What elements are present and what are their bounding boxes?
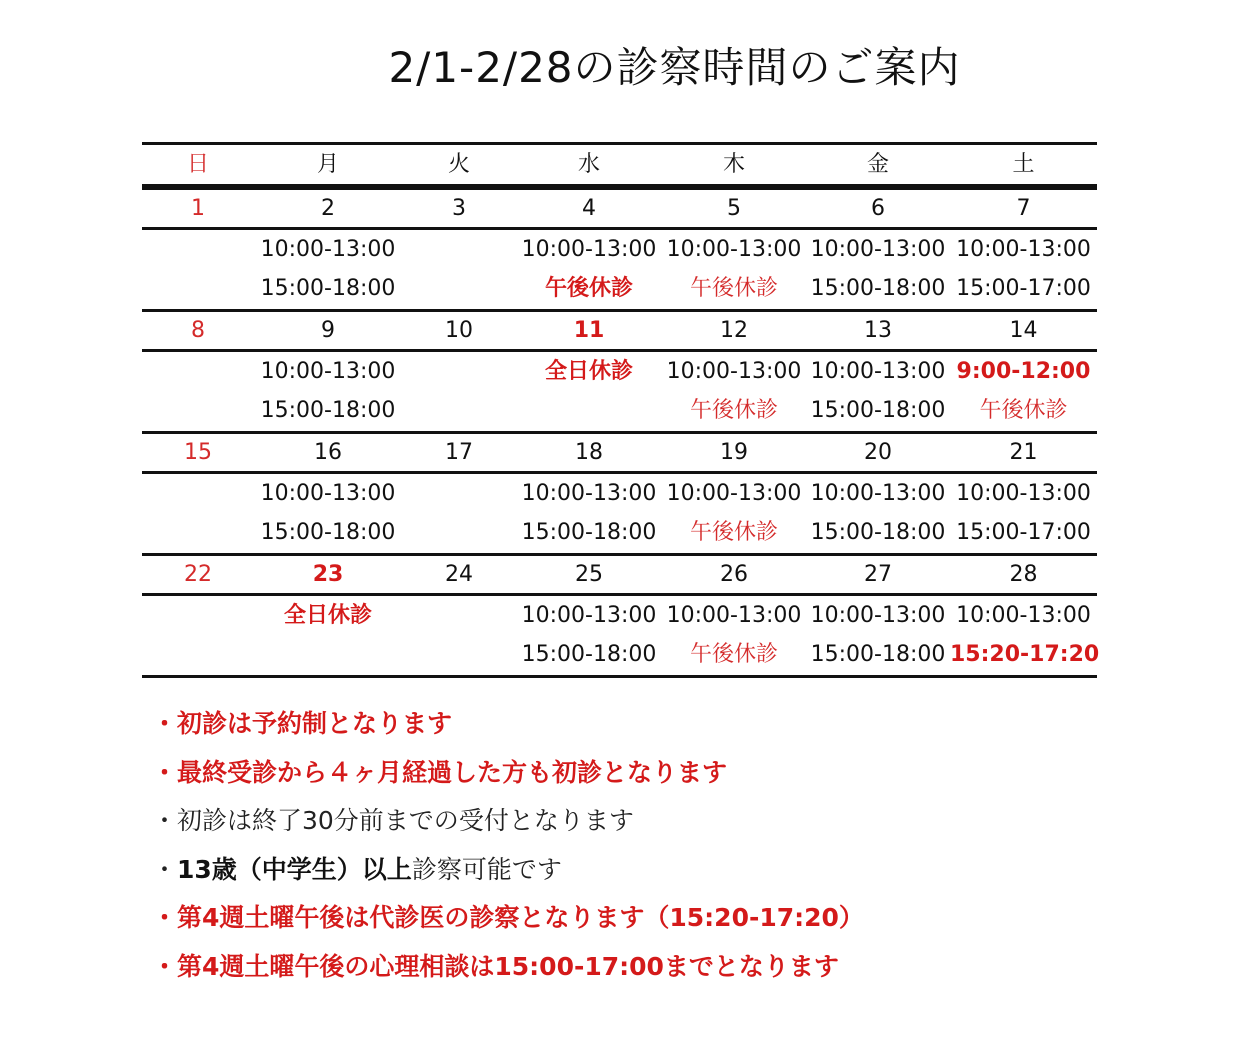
date-cell: 15 xyxy=(184,439,212,465)
pm-hours: 15:00-18:00 xyxy=(810,276,946,302)
am-hours: 10:00-13:00 xyxy=(810,480,946,506)
am-hours: 10:00-13:00 xyxy=(810,602,946,628)
am-hours: 10:00-13:00 xyxy=(260,358,396,384)
date-cell: 14 xyxy=(1009,317,1038,343)
week-3-pm xyxy=(142,514,1097,554)
date-cell: 13 xyxy=(864,317,892,343)
page-title: 2/1-2/28の診察時間のご案内 xyxy=(388,43,961,92)
full-day-closed-badge: 全日休診 xyxy=(544,358,633,384)
week-4-pm xyxy=(142,636,1100,676)
date-cell: 19 xyxy=(720,439,748,465)
pm-hours: 15:00-18:00 xyxy=(810,642,946,668)
weekday-tue: 火 xyxy=(447,151,470,177)
am-hours: 10:00-13:00 xyxy=(810,236,946,262)
notes-list xyxy=(152,700,864,991)
pm-closed-badge: 午後休診 xyxy=(689,276,778,302)
am-hours: 10:00-13:00 xyxy=(666,480,802,506)
am-hours: 10:00-13:00 xyxy=(956,480,1091,506)
weekday-sat: 土 xyxy=(1012,151,1035,177)
date-cell: 10 xyxy=(445,317,473,343)
note-substitute-doctor: ・第4週土曜午後は代診医の診察となります（15:20-17:20） xyxy=(152,903,864,932)
date-cell: 24 xyxy=(445,561,473,587)
week-1-pm xyxy=(142,270,1097,310)
pm-hours-special: 15:20-17:20 xyxy=(950,642,1100,668)
pm-hours: 15:00-17:00 xyxy=(956,520,1091,546)
am-hours-special: 9:00-12:00 xyxy=(956,358,1091,384)
pm-hours: 15:00-18:00 xyxy=(521,642,657,668)
week-2-dates xyxy=(142,312,1097,349)
note-reception-cutoff: ・初診は終了30分前までの受付となります xyxy=(152,806,634,835)
note-reservation: ・初診は予約制となります xyxy=(152,709,453,738)
pm-closed-badge: 午後休診 xyxy=(689,398,778,424)
am-hours: 10:00-13:00 xyxy=(956,236,1091,262)
week-2-am xyxy=(142,352,1097,392)
weekday-sun: 日 xyxy=(186,151,209,177)
date-cell: 8 xyxy=(191,317,205,343)
am-hours: 10:00-13:00 xyxy=(666,358,802,384)
week-1-am xyxy=(142,230,1097,270)
date-cell: 25 xyxy=(575,561,603,587)
date-cell-holiday: 11 xyxy=(573,317,605,343)
table-bottom-rule xyxy=(142,675,1097,678)
am-hours: 10:00-13:00 xyxy=(521,236,657,262)
date-cell: 6 xyxy=(871,195,885,221)
date-cell: 4 xyxy=(582,195,596,221)
weekday-thu: 木 xyxy=(722,151,745,177)
pm-hours: 15:00-18:00 xyxy=(521,520,657,546)
weekday-mon: 月 xyxy=(316,151,339,177)
pm-hours: 15:00-18:00 xyxy=(260,276,396,302)
date-cell: 16 xyxy=(314,439,342,465)
am-hours: 10:00-13:00 xyxy=(521,480,657,506)
note-age-rest: 診察可能です xyxy=(411,854,562,884)
note-counseling: ・第4週土曜午後の心理相談は15:00-17:00までとなります xyxy=(152,951,839,981)
date-cell-holiday: 23 xyxy=(312,561,344,587)
date-cell: 12 xyxy=(720,317,748,343)
date-cell: 5 xyxy=(727,195,741,221)
week-3-dates xyxy=(142,434,1097,471)
date-cell: 27 xyxy=(864,561,892,587)
date-cell: 7 xyxy=(1016,195,1031,221)
date-cell: 20 xyxy=(864,439,892,465)
pm-closed-badge: 午後休診 xyxy=(689,520,778,546)
date-cell: 28 xyxy=(1009,561,1038,587)
weekday-fri: 金 xyxy=(866,151,889,177)
am-hours: 10:00-13:00 xyxy=(260,236,396,262)
schedule-table xyxy=(142,142,1100,678)
date-cell: 22 xyxy=(184,561,212,587)
weekday-header-row xyxy=(142,145,1097,184)
pm-hours: 15:00-17:00 xyxy=(956,276,1091,302)
pm-hours: 15:00-18:00 xyxy=(260,398,396,424)
week-4-dates xyxy=(142,556,1097,593)
note-age-bold: 13歳（中学生）以上 xyxy=(177,854,412,884)
date-cell: 21 xyxy=(1009,439,1038,465)
week-2-pm xyxy=(142,392,1097,432)
week-4-am xyxy=(142,596,1097,636)
date-cell: 2 xyxy=(321,195,335,221)
am-hours: 10:00-13:00 xyxy=(810,358,946,384)
weekday-wed: 水 xyxy=(577,151,600,177)
date-cell: 9 xyxy=(321,317,335,343)
week-3-am xyxy=(142,474,1097,514)
am-hours: 10:00-13:00 xyxy=(521,602,657,628)
date-cell: 26 xyxy=(720,561,748,587)
am-hours: 10:00-13:00 xyxy=(260,480,396,506)
date-cell: 3 xyxy=(452,195,466,221)
pm-closed-badge: 午後休診 xyxy=(689,642,778,668)
date-cell: 18 xyxy=(575,439,603,465)
full-day-closed-badge: 全日休診 xyxy=(283,602,372,628)
pm-hours: 15:00-18:00 xyxy=(260,520,396,546)
note-four-months: ・最終受診から４ヶ月経過した方も初診となります xyxy=(152,757,728,787)
am-hours: 10:00-13:00 xyxy=(666,602,802,628)
date-cell: 17 xyxy=(445,439,473,465)
week-1-dates xyxy=(142,190,1097,227)
am-hours: 10:00-13:00 xyxy=(666,236,802,262)
am-hours: 10:00-13:00 xyxy=(956,602,1091,628)
note-bullet: ・ xyxy=(152,854,178,884)
pm-closed-badge: 午後休診 xyxy=(979,398,1068,424)
pm-hours: 15:00-18:00 xyxy=(810,398,946,424)
date-cell: 1 xyxy=(191,195,205,221)
note-age-limit xyxy=(152,846,864,895)
pm-closed-badge: 午後休診 xyxy=(544,276,633,302)
pm-hours: 15:00-18:00 xyxy=(810,520,946,546)
